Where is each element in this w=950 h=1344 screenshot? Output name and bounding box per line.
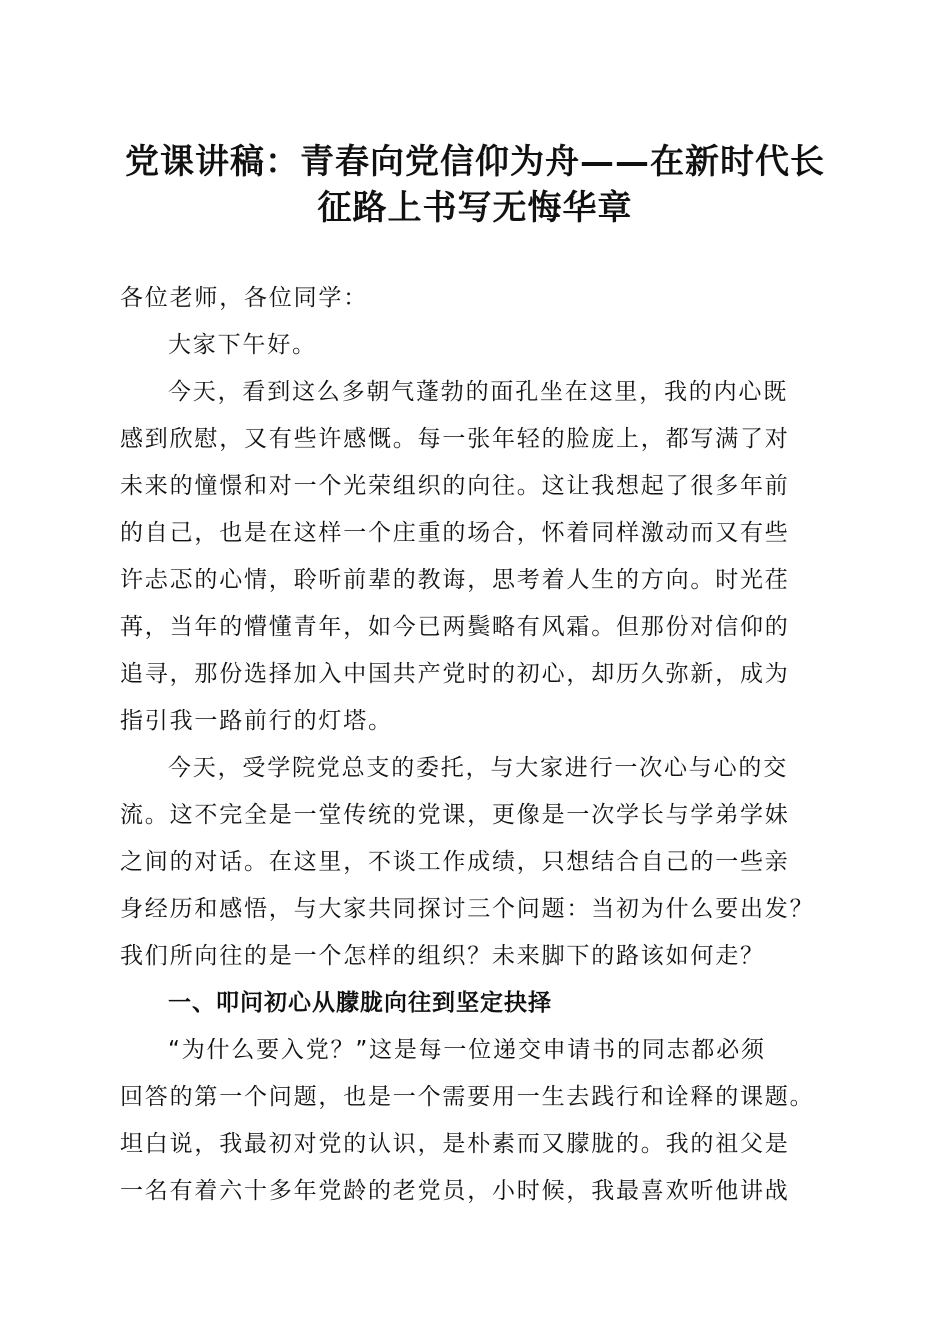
paragraph-2-line: 之间的对话。在这里，不谈工作成绩，只想结合自己的一些亲 [120, 849, 790, 875]
paragraph-1-line: 感到欣慰，又有些许感慨。每一张年轻的脸庞上，都写满了对 [120, 426, 790, 452]
greeting: 大家下午好。 [168, 332, 317, 358]
paragraph-1-line: 未来的憧憬和对一个光荣组织的向往。这让我想起了很多年前 [120, 473, 790, 499]
document-title-line-2: 征路上书写无悔华章 [317, 188, 633, 228]
document-body [120, 275, 840, 1215]
paragraph-3-line: 回答的第一个问题，也是一个需要用一生去践行和诠释的课题。 [120, 1084, 815, 1110]
document-title-line-1: 党课讲稿：青春向党信仰为舟——在新时代长 [125, 142, 825, 182]
paragraph-2-line: 流。这不完全是一堂传统的党课，更像是一次学长与学弟学妹 [120, 802, 790, 828]
paragraph-1-line: 许忐忑的心情，聆听前辈的教诲，思考着人生的方向。时光荏 [120, 567, 790, 593]
paragraph-2-line: 身经历和感悟，与大家共同探讨三个问题：当初为什么要出发？ [120, 896, 815, 922]
paragraph-1-line: 指引我一路前行的灯塔。 [120, 708, 393, 734]
section-heading-1: 一、叩问初心从朦胧向往到坚定抉择 [168, 990, 552, 1016]
paragraph-1-line: 的自己，也是在这样一个庄重的场合，怀着同样激动而又有些 [120, 520, 790, 546]
paragraph-3-line: 一名有着六十多年党龄的老党员，小时候，我最喜欢听他讲战 [120, 1178, 790, 1204]
paragraph-1-line: 苒，当年的懵懂青年，如今已两鬓略有风霜。但那份对信仰的 [120, 614, 790, 640]
paragraph-1-line: 追寻，那份选择加入中国共产党时的初心，却历久弥新，成为 [120, 661, 790, 687]
paragraph-2-line: 今天，受学院党总支的委托，与大家进行一次心与心的交 [168, 755, 788, 781]
paragraph-1-line: 今天，看到这么多朝气蓬勃的面孔坐在这里，我的内心既 [168, 379, 788, 405]
paragraph-3-line: “为什么要入党？”这是每一位递交申请书的同志都必须 [168, 1037, 766, 1063]
paragraph-2-line: 我们所向往的是一个怎样的组织？未来脚下的路该如何走？ [120, 943, 765, 969]
paragraph-3-line: 坦白说，我最初对党的认识，是朴素而又朦胧的。我的祖父是 [120, 1131, 790, 1157]
salutation: 各位老师，各位同学： [120, 285, 368, 311]
